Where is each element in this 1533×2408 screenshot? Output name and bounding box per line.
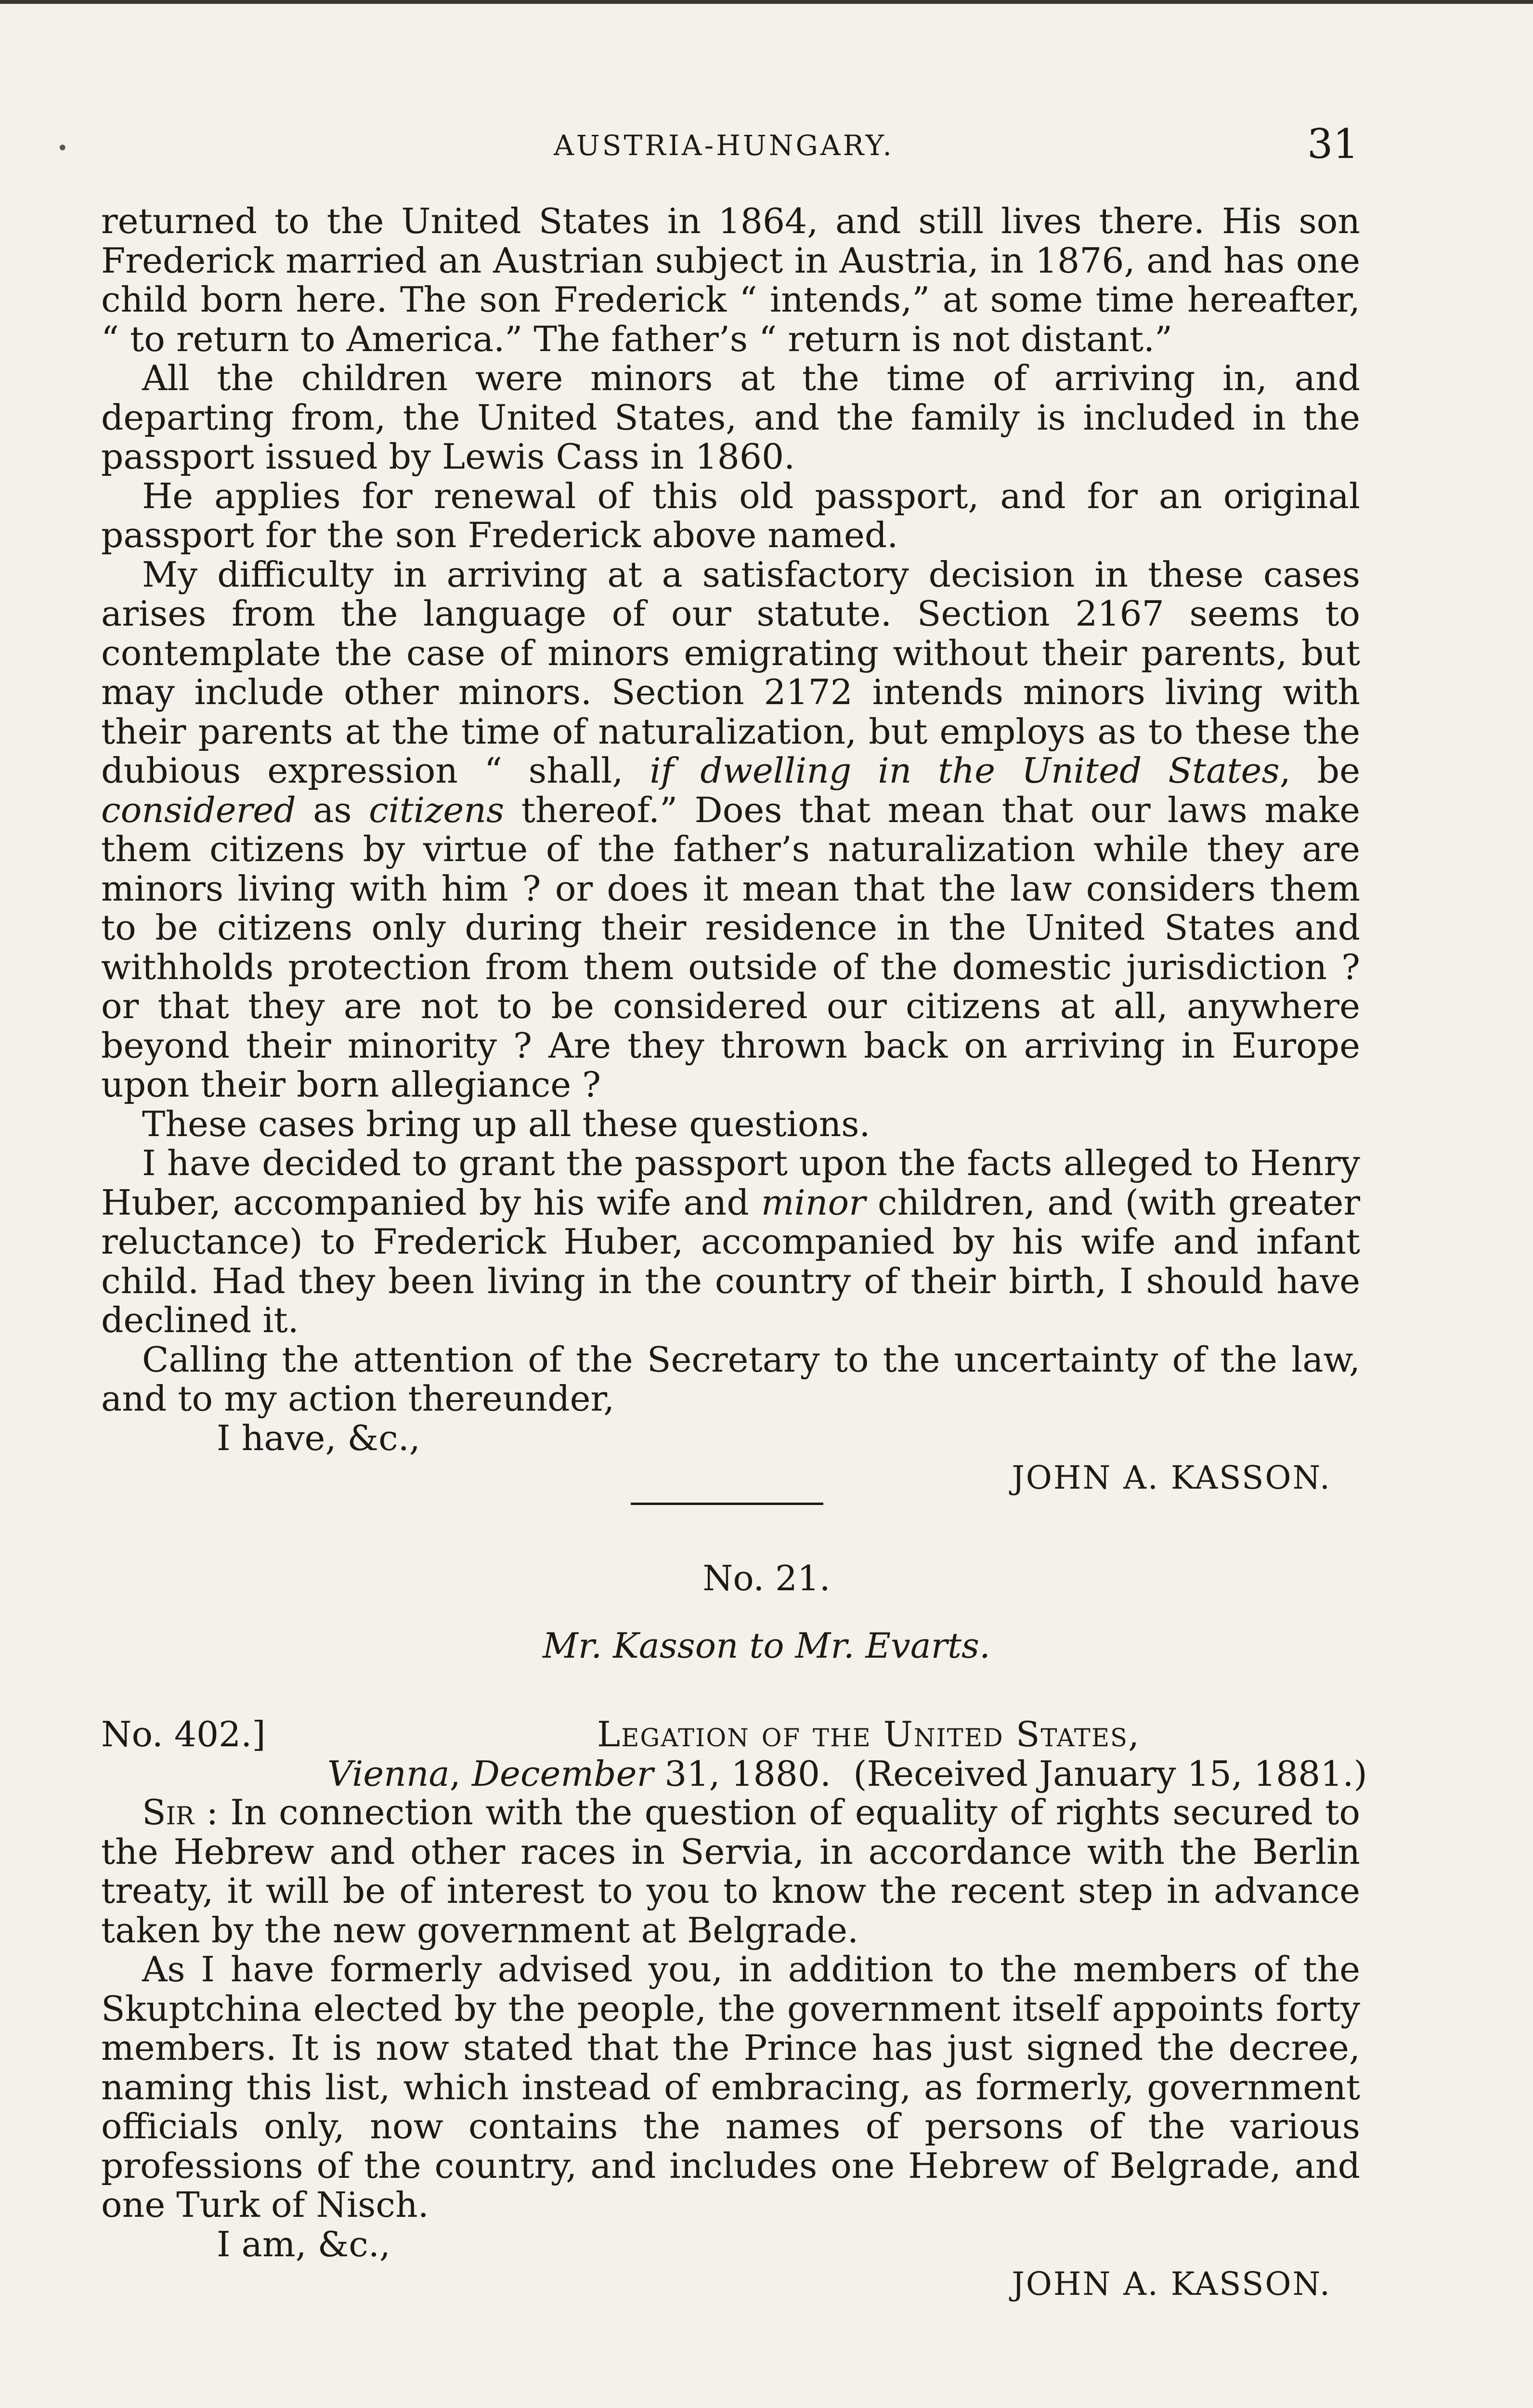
paragraph-decision: [101, 1144, 1360, 1341]
dateline: Vienna, December 31, 1880. (Received January 15, 1881.): [327, 1754, 1367, 1794]
paragraph: Calling the attention of the Secretary to the uncertainty of the law, and to my action thereunder,: [101, 1339, 1360, 1419]
paragraph: returned to the United States in 1864, and still lives there. His son Frederick married an Austrian subject in Austria, in 1876, and has one child born here. The son Frederick “ intends,” at some time hereafter, “ to return to America.” The father’s “ return is not distant.”: [101, 201, 1360, 360]
paragraph: He applies for renewal of this old passport, and for an original passport for the son Frederick above named.: [101, 476, 1360, 556]
top-edge-rule: [0, 0, 1533, 4]
signature: JOHN A. KASSON.: [1012, 2265, 1331, 2303]
text-run: In connection with the question of equality of rights secured to the Hebrew and other races in Servia, in accordance with the Berlin treaty, it will be of interest to you to know the recent step in advance taken by the new government at Belgrade.: [101, 1793, 1360, 1951]
letter-two-body: [101, 1793, 1360, 2304]
paragraph-sir: [101, 1793, 1360, 1950]
margin-dot: •: [57, 137, 68, 159]
paragraph: As I have formerly advised you, in addition to the members of the Skuptchina elected by the people, the government itself appoints forty members. It is now stated that the Prince has just signed the decree, naming this list, which instead of embracing, as formerly, government officials only, now contains the names of persons of the various professions of the country, and includes one Hebrew of Belgrade, and one Turk of Nisch.: [101, 1950, 1360, 2225]
salutation: Sir :: [142, 1793, 219, 1833]
italic-run: considered: [101, 790, 296, 831]
document-number: No. 21.: [702, 1558, 831, 1598]
text-run: thereof.” Does that mean that our laws make them citizens by virtue of the father’s naturalization while they are minors living with him ? or does it mean that the law considers them to be citizens only during their residence in the United States and withholds protection from them outside of the domestic jurisdiction ? or that they are not to be considered our citizens at all, anywhere beyond their minority ? Are they thrown back on arriving in Europe upon their born allegiance ?: [101, 790, 1360, 1105]
date: 31, 1880.: [653, 1754, 831, 1794]
paragraph: All the children were minors at the time of arriving in, and departing from, the United States, and the family is included in the passport issued by Lewis Cass in 1860.: [101, 358, 1360, 477]
italic-run: citizens: [369, 790, 505, 831]
italic-run: minor: [761, 1182, 866, 1223]
legation-heading: Legation of the United States,: [597, 1714, 1141, 1755]
place: Vienna: [327, 1754, 450, 1794]
paragraph: These cases bring up all these questions.: [142, 1104, 870, 1145]
closing: I have, &c.,: [217, 1418, 420, 1459]
text-run: , be: [1279, 751, 1360, 791]
section-divider: [631, 1503, 823, 1505]
received-note: (Received January 15, 1881.): [853, 1754, 1367, 1794]
text-run: My difficulty in arriving at a satisfactory decision in these cases arises from the language of our statute. Section 2167 seems to contemplate the case of minors emigrating without their parents, but may include other minors. Section 2172 intends minors living with their parents at the time of naturalization, but employs as to these the dubious expression “ shall,: [101, 554, 1360, 791]
closing: I am, &c.,: [217, 2224, 390, 2265]
text-run: children, and (with greater reluctance) to Frederick Huber, accompanied by his wife and infant child. Had they been living in the country of their birth, I should have declined it.: [101, 1182, 1360, 1341]
document-title: Mr. Kasson to Mr. Evarts.: [543, 1625, 990, 1666]
running-title: AUSTRIA-HUNGARY.: [554, 129, 894, 162]
page-number: 31: [1307, 120, 1359, 168]
text-run: I have decided to grant the passport upon the facts alleged to Henry Huber, accompanied by his wife and: [101, 1143, 1360, 1223]
running-head: [0, 120, 1533, 168]
signature: JOHN A. KASSON.: [1012, 1459, 1331, 1496]
dispatch-number: No. 402.]: [101, 1714, 266, 1755]
letter-one-body: [101, 202, 1360, 1498]
month: December: [471, 1754, 654, 1794]
paragraph-difficulty: [101, 556, 1360, 1105]
italic-run: if dwelling in the United States: [650, 751, 1280, 791]
text-run: as: [296, 790, 369, 831]
